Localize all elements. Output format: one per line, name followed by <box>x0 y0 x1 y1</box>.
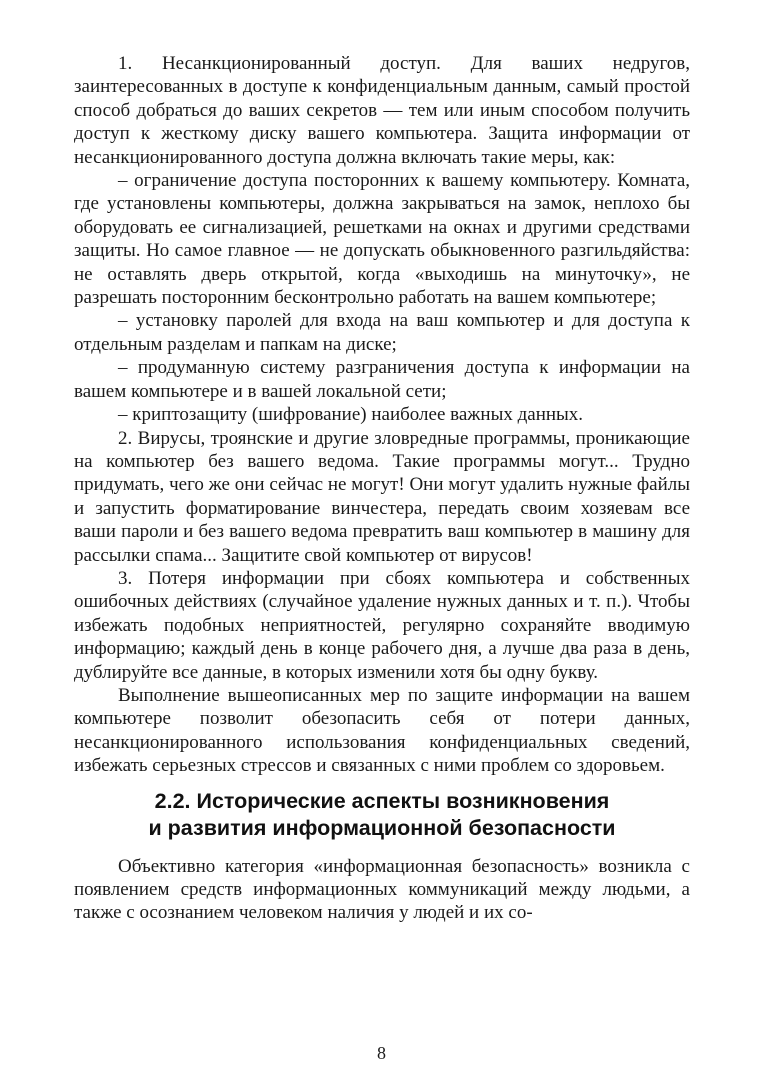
list-item-passwords: – установку паролей для входа на ваш компьютер и для доступа к отдельным разделам и папкам на диске; <box>74 310 690 355</box>
paragraph-unauthorized-access: 1. Несанкционированный доступ. Для ваших недругов, заинтересованных в доступе к конфиденциальным данным, самый простой способ добраться до ваших секретов — тем или иным способом получить доступ к жесткому диску вашего компьютера. Защита информации от несанкционированного доступа должна включать такие меры, как: <box>74 53 690 168</box>
list-item-cryptoprotection: – криптозащиту (шифрование) наиболее важных данных. <box>118 404 584 426</box>
paragraph-viruses: 2. Вирусы, троянские и другие зловредные программы, проникающие на компьютер без вашего ведома. Такие программы могут... Трудно придумать, чего же они сейчас не могут! Они могут удалить нужные файлы и запустить форматирование винчестера, передать своим хозяевам все ваши пароли и без вашего ведома превратить ваш компьютер в машину для рассылки спама... Защитите свой компьютер от вирусов! <box>74 427 690 566</box>
page-number: 8 <box>377 1043 386 1063</box>
list-item-restrict-access: – ограничение доступа посторонних к вашему компьютеру. Комната, где установлены компьютеры, должна закрываться на замок, неплохо бы оборудовать ее сигнализацией, решетками на окнах и другими средствами защиты. Но самое главное — не допускать обыкновенного разгильдяйства: не оставлять дверь открытой, когда «выходишь на минуточку», не разрешать посторонним бесконтрольно работать на вашем компьютере; <box>74 170 690 309</box>
paragraph-data-loss: 3. Потеря информации при сбоях компьютера и собственных ошибочных действиях (случайное удаление нужных данных и т. п.). Чтобы избежать подобных неприятностей, регулярно сохраняйте вводимую информацию; каждый день в конце рабочего дня, а лучше два раза в день, дублируйте все данные, в которых изменили хотя бы одну букву. <box>74 567 690 683</box>
section-heading <box>74 788 690 842</box>
page-body <box>74 52 690 925</box>
section-heading-line-1: 2.2. Исторические аспекты возникновения <box>154 788 610 813</box>
list-item-access-control: – продуманную систему разграничения доступа к информации на вашем компьютере и в вашей локальной сети; <box>74 357 690 402</box>
section-heading-line-2: и развития информационной безопасности <box>148 815 616 840</box>
paragraph-conclusion: Выполнение вышеописанных мер по защите информации на вашем компьютере позволит обезопасить себя от потери данных, несанкционированного использования конфиденциальных сведений, избежать серьезных стрессов и связанных с ними проблем со здоровьем. <box>74 684 690 777</box>
paragraph-section-intro: Объективно категория «информационная безопасность» возникла с появлением средств информационных коммуникаций между людьми, а также с осознанием человеком наличия у людей и их со- <box>74 855 690 924</box>
